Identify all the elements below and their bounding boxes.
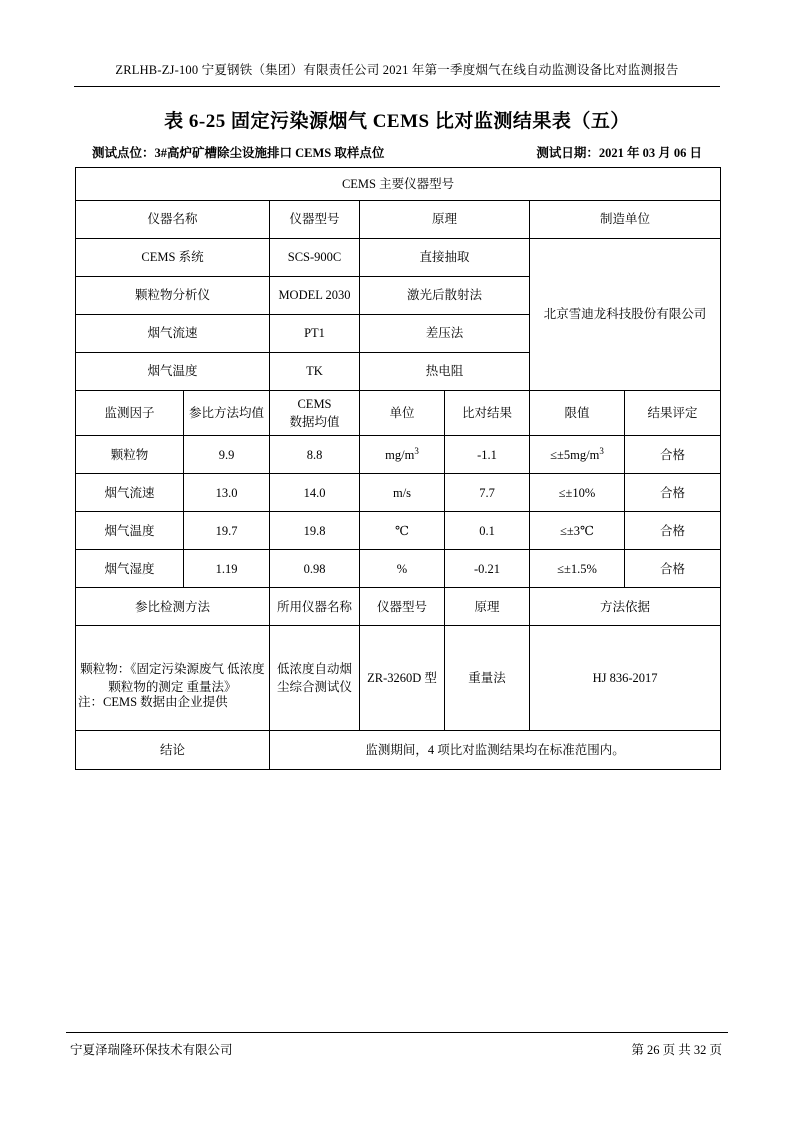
result-unit: %: [360, 550, 445, 588]
table-row: [76, 436, 721, 474]
instrument-section-title-row: [76, 168, 721, 201]
instrument-section-title: CEMS 主要仪器型号: [76, 168, 721, 201]
method-principle: 重量法: [445, 626, 530, 731]
instrument-name: CEMS 系统: [76, 239, 270, 277]
method-instrument-name: 低浓度自动烟尘综合测试仪: [270, 626, 360, 731]
result-unit: m/s: [360, 474, 445, 512]
conclusion-text: 监测期间，4 项比对监测结果均在标准范围内。: [270, 731, 721, 770]
header-divider: [74, 86, 720, 87]
col-ref-mean: 参比方法均值: [184, 391, 270, 436]
method-instrument-model: ZR-3260D 型: [360, 626, 445, 731]
result-limit: ≤±10%: [530, 474, 625, 512]
result-assessment: 合格: [625, 436, 721, 474]
result-cems-mean: 8.8: [270, 436, 360, 474]
result-limit: [530, 436, 625, 474]
col-reference-method: 参比检测方法: [76, 588, 270, 626]
col-method-instrument-model: 仪器型号: [360, 588, 445, 626]
col-instrument-model: 仪器型号: [270, 201, 360, 239]
instrument-name: 烟气温度: [76, 353, 270, 391]
col-limit: 限值: [530, 391, 625, 436]
test-meta: [92, 143, 706, 161]
result-limit-sup: 3: [599, 446, 604, 457]
table-note: 注：CEMS 数据由企业提供: [78, 695, 228, 709]
result-compare: 0.1: [445, 512, 530, 550]
col-cems-mean: [270, 391, 360, 436]
col-instrument-manufacturer: 制造单位: [530, 201, 721, 239]
conclusion-label: 结论: [76, 731, 270, 770]
method-name: 颗粒物：《固定污染源废气 低浓度颗粒物的测定 重量法》: [76, 626, 270, 731]
result-unit: ℃: [360, 512, 445, 550]
result-ref-mean: 9.9: [184, 436, 270, 474]
col-factor: 监测因子: [76, 391, 184, 436]
result-ref-mean: 1.19: [184, 550, 270, 588]
result-factor: 烟气流速: [76, 474, 184, 512]
col-instrument-principle: 原理: [360, 201, 530, 239]
result-factor: 烟气湿度: [76, 550, 184, 588]
result-compare: -0.21: [445, 550, 530, 588]
result-compare: -1.1: [445, 436, 530, 474]
instrument-model: SCS-900C: [270, 239, 360, 277]
result-cems-mean: 19.8: [270, 512, 360, 550]
cems-comparison-table: [75, 167, 721, 770]
instrument-model: MODEL 2030: [270, 277, 360, 315]
col-compare: 比对结果: [445, 391, 530, 436]
test-site: 测试点位：3#高炉矿槽除尘设施排口 CEMS 取样点位: [92, 146, 385, 160]
instrument-name: 烟气流速: [76, 315, 270, 353]
footer-company: 宁夏泽瑞隆环保技术有限公司: [70, 1043, 233, 1057]
instrument-manufacturer: 北京雪迪龙科技股份有限公司: [530, 239, 721, 391]
result-ref-mean: 13.0: [184, 474, 270, 512]
result-header-row: [76, 391, 721, 436]
method-header-row: [76, 588, 721, 626]
result-unit: [360, 436, 445, 474]
result-unit-base: mg/m: [385, 448, 415, 463]
instrument-name: 颗粒物分析仪: [76, 277, 270, 315]
result-unit-sup: 3: [414, 446, 419, 457]
instrument-header-row: [76, 201, 721, 239]
table-row: [76, 626, 721, 731]
method-standard: HJ 836-2017: [530, 626, 721, 731]
table-row: [76, 474, 721, 512]
instrument-principle: 差压法: [360, 315, 530, 353]
result-assessment: 合格: [625, 512, 721, 550]
col-assessment: 结果评定: [625, 391, 721, 436]
test-date: 测试日期：2021 年 03 月 06 日: [536, 146, 702, 160]
footer-page-number: 第 26 页 共 32 页: [631, 1043, 722, 1057]
result-assessment: 合格: [625, 550, 721, 588]
result-limit-base: ≤±5mg/m: [550, 448, 600, 463]
instrument-principle: 热电阻: [360, 353, 530, 391]
result-ref-mean: 19.7: [184, 512, 270, 550]
conclusion-row: [76, 731, 721, 770]
table-row: [76, 512, 721, 550]
result-cems-mean: 0.98: [270, 550, 360, 588]
result-cems-mean: 14.0: [270, 474, 360, 512]
col-cems-mean-line1: CEMS: [297, 397, 332, 411]
instrument-model: PT1: [270, 315, 360, 353]
result-compare: 7.7: [445, 474, 530, 512]
instrument-model: TK: [270, 353, 360, 391]
result-factor: 烟气温度: [76, 512, 184, 550]
col-instrument-name: 仪器名称: [76, 201, 270, 239]
page-footer: [66, 1040, 728, 1058]
page-title: 表 6-25 固定污染源烟气 CEMS 比对监测结果表（五）: [164, 111, 630, 132]
col-unit: 单位: [360, 391, 445, 436]
result-limit: ≤±3℃: [530, 512, 625, 550]
instrument-principle: 直接抽取: [360, 239, 530, 277]
running-head: ZRLHB-ZJ-100 宁夏钢铁（集团）有限责任公司 2021 年第一季度烟气在线自动监测设备比对监测报告: [115, 63, 679, 77]
col-cems-mean-line2: 数据均值: [289, 415, 340, 430]
table-row: [76, 239, 721, 277]
result-factor: 颗粒物: [76, 436, 184, 474]
col-method-principle: 原理: [445, 588, 530, 626]
result-assessment: 合格: [625, 474, 721, 512]
footer-divider: [66, 1032, 728, 1033]
col-method-standard: 方法依据: [530, 588, 721, 626]
instrument-principle: 激光后散射法: [360, 277, 530, 315]
col-method-instrument-name: 所用仪器名称: [270, 588, 360, 626]
result-limit: ≤±1.5%: [530, 550, 625, 588]
table-row: [76, 550, 721, 588]
